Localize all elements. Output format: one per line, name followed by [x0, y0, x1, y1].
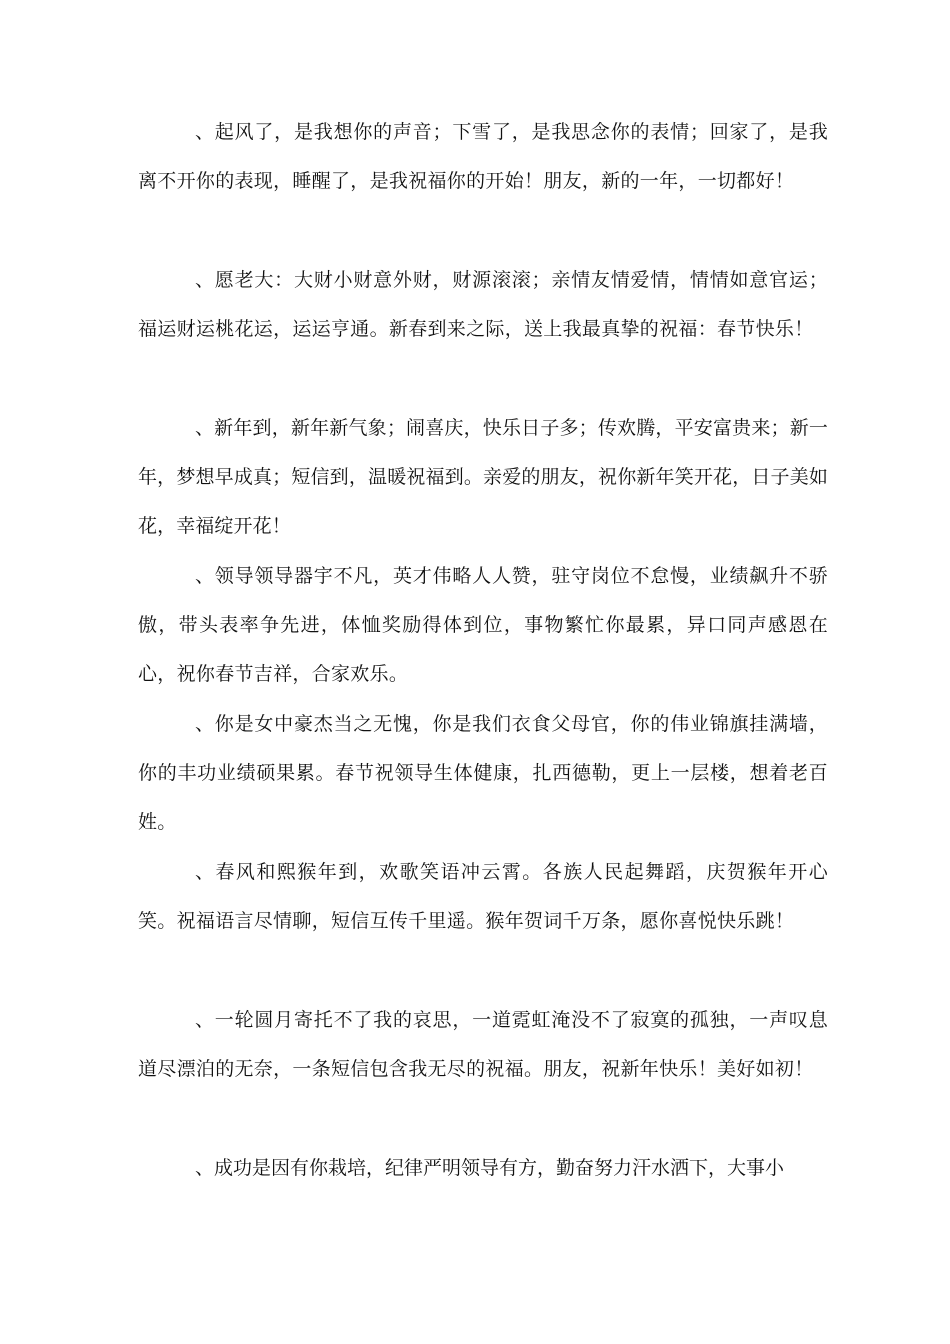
paragraph-1: 、起风了，是我想你的声音；下雪了，是我思念你的表情；回家了，是我离不开你的表现，睡醒了，是我祝福你的开始！朋友，新的一年，一切都好！	[138, 121, 828, 192]
paragraph-2: 、愿老大：大财小财意外财，财源滚滚；亲情友情爱情，情情如意官运；福运财运桃花运，运运亨通。新春到来之际，送上我最真挚的祝福：春节快乐！	[138, 269, 828, 340]
paragraph-4: 、领导领导器宇不凡，英才伟略人人赞，驻守岗位不怠慢，业绩飙升不骄傲，带头表率争先进，体恤奖励得体到位，事物繁忙你最累，异口同声感恩在心，祝你春节吉祥，合家欢乐。	[138, 565, 828, 685]
paragraph-5: 、你是女中豪杰当之无愧，你是我们衣食父母官，你的伟业锦旗挂满墙，你的丰功业绩硕果累。春节祝领导生体健康，扎西德勒，更上一层楼，想着老百姓。	[138, 713, 828, 833]
paragraph-3: 、新年到，新年新气象；闹喜庆，快乐日子多；传欢腾，平安富贵来；新一年，梦想早成真；短信到，温暖祝福到。亲爱的朋友，祝你新年笑开花，日子美如花，幸福绽开花！	[138, 417, 828, 537]
paragraph-8: 、成功是因有你栽培，纪律严明领导有方，勤奋努力汗水洒下，大事小	[195, 1157, 785, 1179]
paragraph-6: 、春风和熙猴年到，欢歌笑语冲云霄。各族人民起舞蹈，庆贺猴年开心笑。祝福语言尽情聊，短信互传千里遥。猴年贺词千万条，愿你喜悦快乐跳！	[138, 861, 828, 932]
paragraph-7: 、一轮圆月寄托不了我的哀思，一道霓虹淹没不了寂寞的孤独，一声叹息道尽漂泊的无奈，一条短信包含我无尽的祝福。朋友，祝新年快乐！美好如初！	[138, 1009, 828, 1080]
